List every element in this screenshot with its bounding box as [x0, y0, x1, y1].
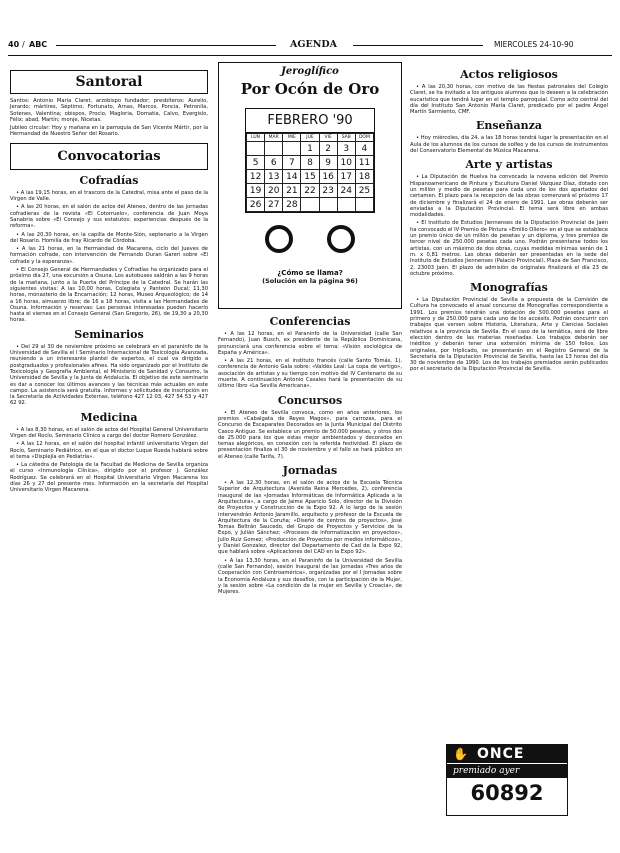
seminarios-para: • Del 29 al 30 de noviembre próximo se celebrará en el paraninfo de la Universidad de Sevilla el I Seminario Internacional de Toxicología Avanzada, reuniendo a un interesante plantel de expertos, el cual va dirigido a postgraduados y profesionales afines. Ha sido organizado por el Instituto de Toxicología y Geografía Ambiental, el Ministerio de Sanidad y Consumo, la Universidad de Sevilla y la Junta de Andalucía. El objetivo de este seminario es dar a conocer los últimos avances y las técnicas más actuales en este campo. La asistencia será gratuita. Informes y solicitudes de inscripción en la Secretaría de Actividades Externas, teléfono 427 12 03, 427 54 53 y 427 62 92. — [10, 343, 208, 407]
cofradias-para: • A las 19,15 horas, en el trascoro de la Catedral, misa ante el paso de la Virgen de Valle. — [10, 189, 208, 203]
calendar-cell: 19 — [247, 184, 265, 198]
calendar-cell: 25 — [355, 184, 373, 198]
calendar-cell — [337, 198, 355, 212]
section-title: AGENDA — [290, 39, 338, 50]
calendar-cell: 7 — [283, 156, 301, 170]
calendar-cell: 4 — [355, 142, 373, 156]
ensenanza-para: • Hoy miércoles, día 24, a las 18 horas tendrá lugar la presentación en el Aula de los alumnos de los cursos de solfeo y de los cursos de instrumentos del Conservatorio Elemental de Música Macarena. — [410, 135, 608, 155]
calendar-cell: 26 — [247, 198, 265, 212]
calendar-cell — [283, 142, 301, 156]
middle-column — [218, 62, 402, 597]
conferencias-para: • A las 12 horas, en el Paraninfo de la Universidad (calle San Fernando), Juan Busch, ex presidente de la República Dominicana, pronunciará una conferencia sobre el tema: «Visión sociológica de España y América». — [218, 331, 402, 356]
calendar-day: JUE — [301, 134, 319, 142]
header-bottom-rule — [8, 55, 612, 56]
jeroglifico-box — [218, 62, 402, 309]
seminarios-heading: Seminarios — [74, 327, 144, 341]
santoral-heading: Santoral — [10, 70, 208, 94]
calendar-cell — [265, 142, 283, 156]
page-number: 40 — [8, 40, 20, 49]
medicina-text — [10, 427, 208, 494]
calendar-title: FEBRERO '90 — [246, 109, 374, 133]
monografias-para: • La Diputación Provincial de Sevilla a propuesta de la Comisión de Cultura ha convocado el anual concurso de Monografías correspondiente a 1991. Los premios tendrán una dotación de 500.000 pesetas para el primero y de 250.000 para cada uno de los accésits. Podrán concurrir con trabajos que versen sobre Historia, Literatura, Arte y Ciencias Sociales relativos a la provincia de Sevilla. En el caso de la temática, será de libre elección dentro de las materias reseñadas. Los trabajos deberán ser inéditos y deberán tener una extensión mínima de 150 folios. Los originales, por triplicado, se presentarán en el Registro General de la Secretaría de la Diputación Provincial de Sevilla, hasta las 13 horas del día 30 de noviembre de 1990. Los de los trabajos premiados serán publicados por el secretario de la Diputación Provincial de Sevilla. — [410, 297, 608, 373]
concursos-heading: Concursos — [277, 393, 343, 407]
puzzle-question: ¿Cómo se llama? — [277, 269, 343, 277]
once-number: 60892 — [470, 781, 544, 805]
calendar-day: MIE — [283, 134, 301, 142]
calendar-cell — [247, 142, 265, 156]
calendar-cell: 6 — [265, 156, 283, 170]
medicina-para: • La cátedra de Patología de la Facultad de Medicina de Sevilla organiza el curso «Inmunología Clínica», dirigido por el profesor J. González Rodríguez. Se celebrará en el Hospital Universitario Virgen Macarena los días 26 y 27 del presente mes. Información en la secretaría del Hospital Universitario Virgen Macarena. — [10, 462, 208, 494]
right-column — [410, 68, 608, 375]
calendar-cell: 27 — [265, 198, 283, 212]
calendar-cell: 28 — [283, 198, 301, 212]
arte-para: • El Instituto de Estudios Jiennenses de la Diputación Provincial de Jaén ha convocado el IV Premio de Pintura «Emilio Ollero» en el que se establece un premio único de un millón de pesetas y un diploma, y tres premios de tercer nivel de 250.000 pesetas cada uno. Podrán presentarse todos los artistas, con un máximo de dos obras, cuyas medidas mínimas serán de 1 m. x 0,81 metros. Las obras deberán ser presentadas en la sede del Instituto de Estudios Jiennenses (Palacio Provincial), Plaza de San Francisco, 2, 23003 Jaén. El plazo de admisión de originales finalizará el día 23 de octubre próximo. — [410, 220, 608, 277]
concursos-para: • El Ateneo de Sevilla convoca, como en años anteriores, los premios «Cabalgata de Reyes Magos», para carrozas, para el Concurso de Escaparates Decorados en la Junta Municipal del Distrito Casco Antiguo. Se establece un premio de 50.000 pesetas, y otros dos de 25.000 para los que estas mejor ambientados y decorados en temas alegóricos, en conexión con la referida festividad. El plazo de presentación finaliza el 30 de noviembre y el fallo se hará público en el Ateneo (calle Tarifa, 7). — [218, 409, 402, 460]
santoral-text: Santos: Antonio María Claret, arzobispo fundador; presbíteros: Aurelio, Jerardo; mártires, Séptimo, Fortunato, Arnas, Marcos, Poncia, Petronila, Sotenes, Valentina; obispos, Procio, Magloria, Domatia, Calvo, Evergislo, Félix; abad, Martín; monje, Nicetas. — [10, 98, 208, 123]
once-brand-bar — [447, 745, 567, 763]
calendar-day: LUN — [247, 134, 265, 142]
calendar-week — [247, 170, 374, 184]
cofradias-text — [10, 190, 208, 324]
calendar-week — [247, 142, 374, 156]
calendar-day: MAR — [265, 134, 283, 142]
once-brand: ONCE — [477, 746, 525, 762]
jornadas-heading: Jornadas — [282, 464, 338, 478]
monografias-heading: Monografías — [470, 281, 548, 295]
calendar-cell: 5 — [247, 156, 265, 170]
calendar-grid — [246, 133, 374, 212]
calendar-week — [247, 156, 374, 170]
calendar-cell: 11 — [355, 156, 373, 170]
once-box — [446, 744, 568, 816]
convocatorias-heading: Convocatorias — [10, 143, 208, 170]
jornadas-para: • A las 12,30 horas, en el salón de actos de la Escuela Técnica Superior de Arquitectura (Avenida Reina Mercedes, 2), conferencia inaugural de las «Jornadas Informáticas de Informática Aplicada a la Arquitectura», a cargo de Jaime Aparicio Solo, director de la División de Proyectos y Construcción de la Expo 92. A lo largo de la sesión intervendrán Antonio Jaramillo, arquitecto y profesor de la Escuela de Arquitectura de la Coruña; «Diseño de centros de proyectos», José Tomas Beltrán Saucedo, del Grupo de Proyectos y Servicios de la Expo, y Julián Sánchez; «Procesos de informatización en proyectos», Julio Ruiz Gomez; «Producción de Proyectos por medios informáticos», y Daniel Gonzalez, director del Departamento de Cad de la Expo 92, que hablará sobre «Aplicaciones del CAD en la Expo 92». — [218, 480, 402, 556]
calendar-cell: 3 — [337, 142, 355, 156]
jubileo-text: Jubileo circular: Hoy y mañana en la parroquia de San Vicente Mártir, por la Hermandad de Nuestro Señor del Rosario. — [10, 125, 208, 138]
once-label: premiado ayer — [447, 764, 567, 778]
jeroglifico-title: Jeroglífico — [281, 66, 339, 77]
calendar-cell: 16 — [319, 170, 337, 184]
conferencias-heading: Conferencias — [269, 315, 351, 328]
conferencias-para: • A las 21 horas, en el instituto francés (calle Santo Tomás, 1), conferencia de Antonio Gala sobre: «Valdés Leal: La copa de vertigo», asociación de artistas y su tiempo con motivo del IV Centenario de su muerte. A continuación Antonio Casales hará la presentación de su último libro «La Sevilla Americana». — [218, 358, 402, 390]
calendar-cell: 22 — [301, 184, 319, 198]
calendar-cell: 20 — [265, 184, 283, 198]
header-date: MIERCOLES 24-10-90 — [494, 40, 574, 49]
newspaper-logo: ABC — [29, 40, 48, 49]
jeroglifico-author: Por Ocón de Oro — [240, 80, 380, 98]
puzzle-solution: (Solución en la página 96) — [262, 277, 358, 285]
jornadas-para: • A las 13,30 horas, en el Paraninfo de la Universidad de Sevilla (calle San Fernando), sesión inaugural de las jornadas «Tres años de Cooperación con Centroamérica», organizadas por el I Jornadas sobre la Economía Andaluza y sus desafíos, con la participación de la Mujer, y la sesión sobre «La condición de la mujer en Sevilla y Croacia», de Mujeres. — [218, 557, 402, 596]
religiosos-heading: Actos religiosos — [460, 68, 558, 81]
calendar-cell: 15 — [301, 170, 319, 184]
calendar-cell: 10 — [337, 156, 355, 170]
calendar-day: SAB — [337, 134, 355, 142]
header-rule-right — [353, 45, 483, 46]
calendar — [245, 108, 375, 213]
seminarios-text — [10, 344, 208, 407]
calendar-day: DOM — [355, 134, 373, 142]
calendar-cell: 18 — [355, 170, 373, 184]
calendar-cell — [355, 198, 373, 212]
cofradias-para: • A las 20 horas, en el salón de actos del Ateneo, dentro de las jornadas cofradieras de la revista «El Cotorruelo», conferencia de Juan Moya Sanabria sobre «El Consejo y sus estatutos: experiencias después de la reforma». — [10, 204, 208, 230]
calendar-cell — [319, 198, 337, 212]
calendar-cell: 14 — [283, 170, 301, 184]
circle-o-icon — [327, 225, 355, 253]
calendar-days — [247, 134, 374, 142]
calendar-cell: 17 — [337, 170, 355, 184]
medicina-heading: Medicina — [80, 410, 138, 424]
puzzle-circles — [219, 225, 401, 257]
calendar-cell: 8 — [301, 156, 319, 170]
ensenanza-heading: Enseñanza — [475, 119, 543, 133]
calendar-cell: 1 — [301, 142, 319, 156]
medicina-para: • A las 12 horas, en el salón del hospital infantil universitario Virgen del Rocío, Seminario Pediátrico, en el que el doctor Luque Rueda hablará sobre el tema «Displejía en Pediatría». — [10, 441, 208, 460]
calendar-cell: 2 — [319, 142, 337, 156]
cofradias-para: • A las 21 horas, en la Hermandad de Macarena, ciclo del Jueves de formación cofrade, con intervención de Fernando Duran Gareri sobre «El cofrade y la esperanza». — [10, 246, 208, 265]
cofradias-para: • A las 20,30 horas, en la capilla de Monte-Sión, septenario a la Virgen del Rosario. Homilía de fray Ricardo de Córdoba. — [10, 231, 208, 244]
page-header: 40 / ABC AGENDA MIERCOLES 24-10-90 — [8, 39, 574, 50]
once-logo-icon: ✋ — [453, 747, 468, 761]
religiosos-para: • A las 20,30 horas, con motivo de las fiestas patronales del Colegio Claret, se ha invitado a los antiguos alumnos que lo deseen a la celebración eucarística que tendrá lugar en el templo parroquial. Como acto central del día del Instituto San Antonio María Claret, predicado por el padre Ángel Martín Sarmiento, CMF. — [410, 84, 608, 116]
header-rule-left — [56, 45, 276, 46]
calendar-cell: 21 — [283, 184, 301, 198]
circle-o-icon — [265, 225, 293, 253]
calendar-cell: 12 — [247, 170, 265, 184]
calendar-cell: 13 — [265, 170, 283, 184]
calendar-cell: 24 — [337, 184, 355, 198]
cofradias-heading: Cofradías — [79, 173, 139, 187]
calendar-cell: 9 — [319, 156, 337, 170]
cofradias-para: • El Consejo General de Hermandades y Cofradías ha organizado para el próximo día 27, una excursión a Osuna. Los autobuses saldrán a las 9 horas de la mañana, junto a la Puerta del Príncipe de la Catedral. Se harán las siguientes visitas: A las 10,00 horas, Colegiata y Panteón Ducal; 11,30 horas, monasterio de la Encarnación; 12 horas, Museo Arqueológico; de 14 a 16 horas, almuerzo libre; de 16 a 18 horas, visita a las Hermandades de Osuna. Información y reservas: Las personas interesadas pueden hacerlo hasta el viernes en el Consejo General (San Gregorio, 26), de 19,30 a 20,30 horas. — [10, 267, 208, 324]
left-column — [10, 70, 208, 496]
calendar-week — [247, 198, 374, 212]
calendar-week — [247, 184, 374, 198]
calendar-day: VIE — [319, 134, 337, 142]
arte-para: • La Diputación de Huelva ha convocado la novena edición del Premio Hispanoamericano de Pintura y Escultura Daniel Vázquez Díaz, dotado con un millón y medio de pesetas para cada uno de los dos apartados del certamen. El plazo para la recepción de las obras comenzará el próximo 17 de diciembre y finalizará el 24 de enero de 1991. Las obras deberán ser enviadas a la Diputación Provincial. El tema será libre en ambas modalidades. — [410, 174, 608, 219]
medicina-para: • A las 8,30 horas, en el salón de actos del Hospital General Universitario Virgen del Rocío, Seminario Clínico a cargo del doctor Romero González. — [10, 426, 208, 439]
calendar-cell: 23 — [319, 184, 337, 198]
calendar-cell — [301, 198, 319, 212]
arte-heading: Arte y artistas — [465, 158, 553, 172]
